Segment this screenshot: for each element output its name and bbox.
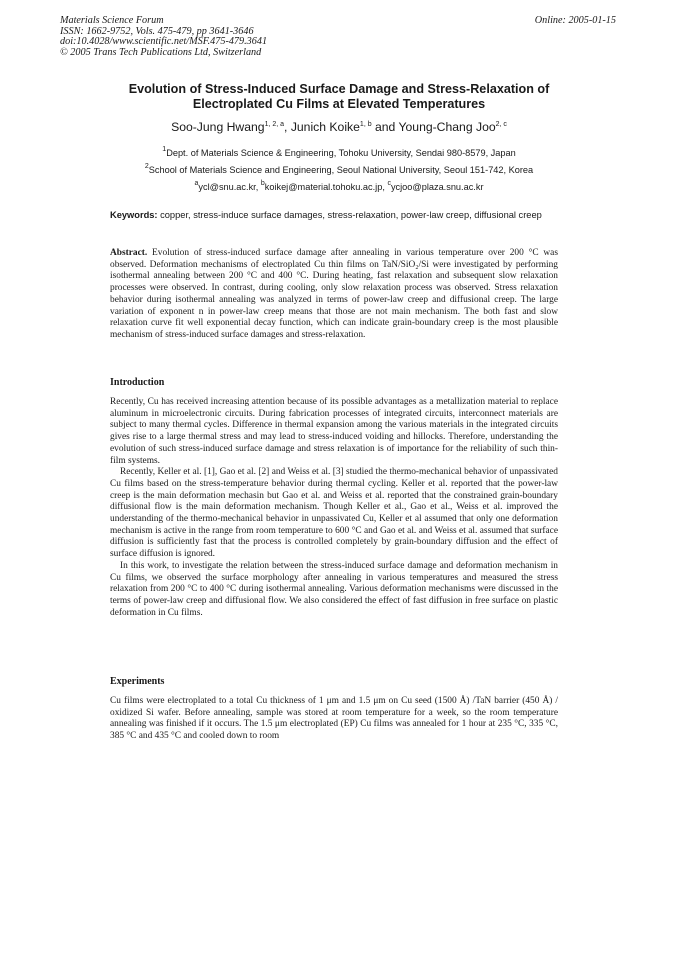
author-name: Young-Chang Joo — [398, 120, 496, 134]
paper-title — [90, 82, 588, 112]
section-heading-introduction: Introduction — [110, 377, 165, 388]
journal-header — [60, 16, 616, 58]
email-mark: c — [387, 180, 391, 187]
affiliation-mark: 1 — [162, 146, 167, 153]
author-affiliation-mark: 2, c — [495, 121, 507, 128]
paragraph: Recently, Keller et al. [1], Gao et al. [2] and Weiss et al. [3] studied the thermo-mechanical behavior of unpassivated Cu films based on the stress-temperature behavior during thermal cycling. Keller et al. reported that the power-law creep is the main deformation mechasin but Gao et al. and Weiss et al. reported that the constrained grain-boundary diffusional flow is the main deformation mechanism. Though Keller et al., Gao et al., Weiss et al. improved the understanding of the thermo-mechanical behavior in unpassivated Cu, Keller et al assumed that only one deformation mechanism is active in the range from room temperature to 600 °C and Gao et al. and Weiss et al. assumed that surface diffusion is sufficiently fast that the process is controlled completely by grain-boundary diffusion and the effect of surface diffusion is ignored. — [110, 467, 558, 560]
author-name: Junich Koike — [290, 120, 360, 134]
author-separator: and — [371, 120, 399, 134]
abstract-label: Abstract. — [110, 248, 148, 258]
header-line: © 2005 Trans Tech Publications Ltd, Switzerland — [60, 46, 262, 58]
email-line — [60, 180, 618, 192]
author-separator: , — [284, 120, 291, 134]
paragraph: Cu films were electroplated to a total Cu thickness of 1 μm and 1.5 μm on Cu seed (1500 Å) /TaN barrier (450 Å) / oxidized Si wafer. Before annealing, sample was stored at room temperature for a week, so the room temperature annealing was finished if it occurs. The 1.5 μm electroplated (EP) Cu films was annealed for 1 hour at 235 °C, 335 °C, 385 °C and 435 °C and cooled down to room — [110, 696, 558, 742]
header-line: Materials Science Forum — [60, 15, 164, 26]
author-affiliation-mark: 1, 2, a — [264, 121, 285, 128]
paragraph: Recently, Cu has received increasing attention because of its possible advantages as a metallization material to replace aluminum in microelectronic circuits. During fabrication processes of integrated circuits, interconnect materials are subject to many thermal cycles. Difference in thermal expansion among the various materials in the integrated circuits gives rise to a large thermal stress and may lead to stress-induced voiding and hillocks. Therefore, understanding the evolution of such stress-induced surface damage and stress relaxation is of importance for the reliability of such thin-film systems. — [110, 397, 558, 466]
abstract-text: Evolution of stress-induced surface damage after annealing in various temperature over 200 °C was observed. Deformation mechanisms of electroplated Cu thin films on TaN/SiO₂/Si were investigated by performing isothermal annealing between 200 °C and 400 °C. During heating, fast relaxation and subsequent slow relaxation processes were observed. In contrast, during cooling, only slow relaxation process was observed. Stress relaxation behavior during isothermal annealing was analyzed in terms of power-law creep and diffusional creep. The large variation of exponent n in power-law creep means that those are not main mechanism. The both fast and slow relaxation curve fit well exponential decay function, which can indicate grain-boundary creep is the most plausible mechanism of stress-induced surface damages and stress-relaxation. — [110, 248, 558, 340]
email-address: ycjoo@plaza.snu.ac.kr — [390, 182, 484, 192]
affiliation-text: School of Materials Science and Engineering, Seoul National University, Seoul 151-742, Korea — [148, 165, 534, 175]
header-line: doi:10.4028/www.scientific.net/MSF.475-479.3641 — [60, 36, 268, 48]
paragraph: In this work, to investigate the relation between the stress-induced surface damage and deformation mechanism in Cu films, we observed the surface morphology after annealing in various temperatures and measured the stress relaxation from 200 °C to 400 °C during isothermal annealing. Various deformation mechanisms were discussed in the terms of power-law creep and diffusional flow. We also considered the effect of fast diffusion in free surface on plastic deformation in Cu films. — [110, 560, 558, 618]
title-line-2: Electroplated Cu Films at Elevated Temperatures — [192, 97, 486, 111]
experiments-body — [110, 696, 558, 743]
affiliation — [60, 146, 618, 158]
affiliation — [60, 163, 618, 175]
section-heading-experiments: Experiments — [110, 676, 165, 687]
affiliation-mark: 2 — [144, 163, 149, 170]
keywords-text: copper, stress-induce surface damages, stress-relaxation, power-law creep, diffusional creep — [157, 210, 542, 220]
affiliation-text: Dept. of Materials Science & Engineering, Tohoku University, Sendai 980-8579, Japan — [166, 148, 516, 158]
introduction-body — [110, 397, 558, 619]
author-affiliation-mark: 1, b — [359, 121, 372, 128]
email-mark: a — [194, 180, 199, 187]
title-line-1: Evolution of Stress-Induced Surface Damage and Stress-Relaxation of — [128, 82, 550, 96]
email-mark: b — [260, 180, 265, 187]
abstract — [110, 248, 558, 342]
keywords-label: Keywords: — [110, 210, 158, 220]
author-name: Soo-Jung Hwang — [171, 120, 265, 134]
email-address: koikej@material.tohoku.ac.jp, — [264, 182, 388, 192]
header-line: ISSN: 1662-9752, Vols. 475-479, pp 3641-3646 — [60, 25, 254, 37]
keywords — [110, 210, 566, 221]
email-address: ycl@snu.ac.kr, — [198, 182, 261, 192]
online-date: Online: 2005-01-15 — [534, 15, 616, 26]
author-list — [60, 120, 618, 134]
